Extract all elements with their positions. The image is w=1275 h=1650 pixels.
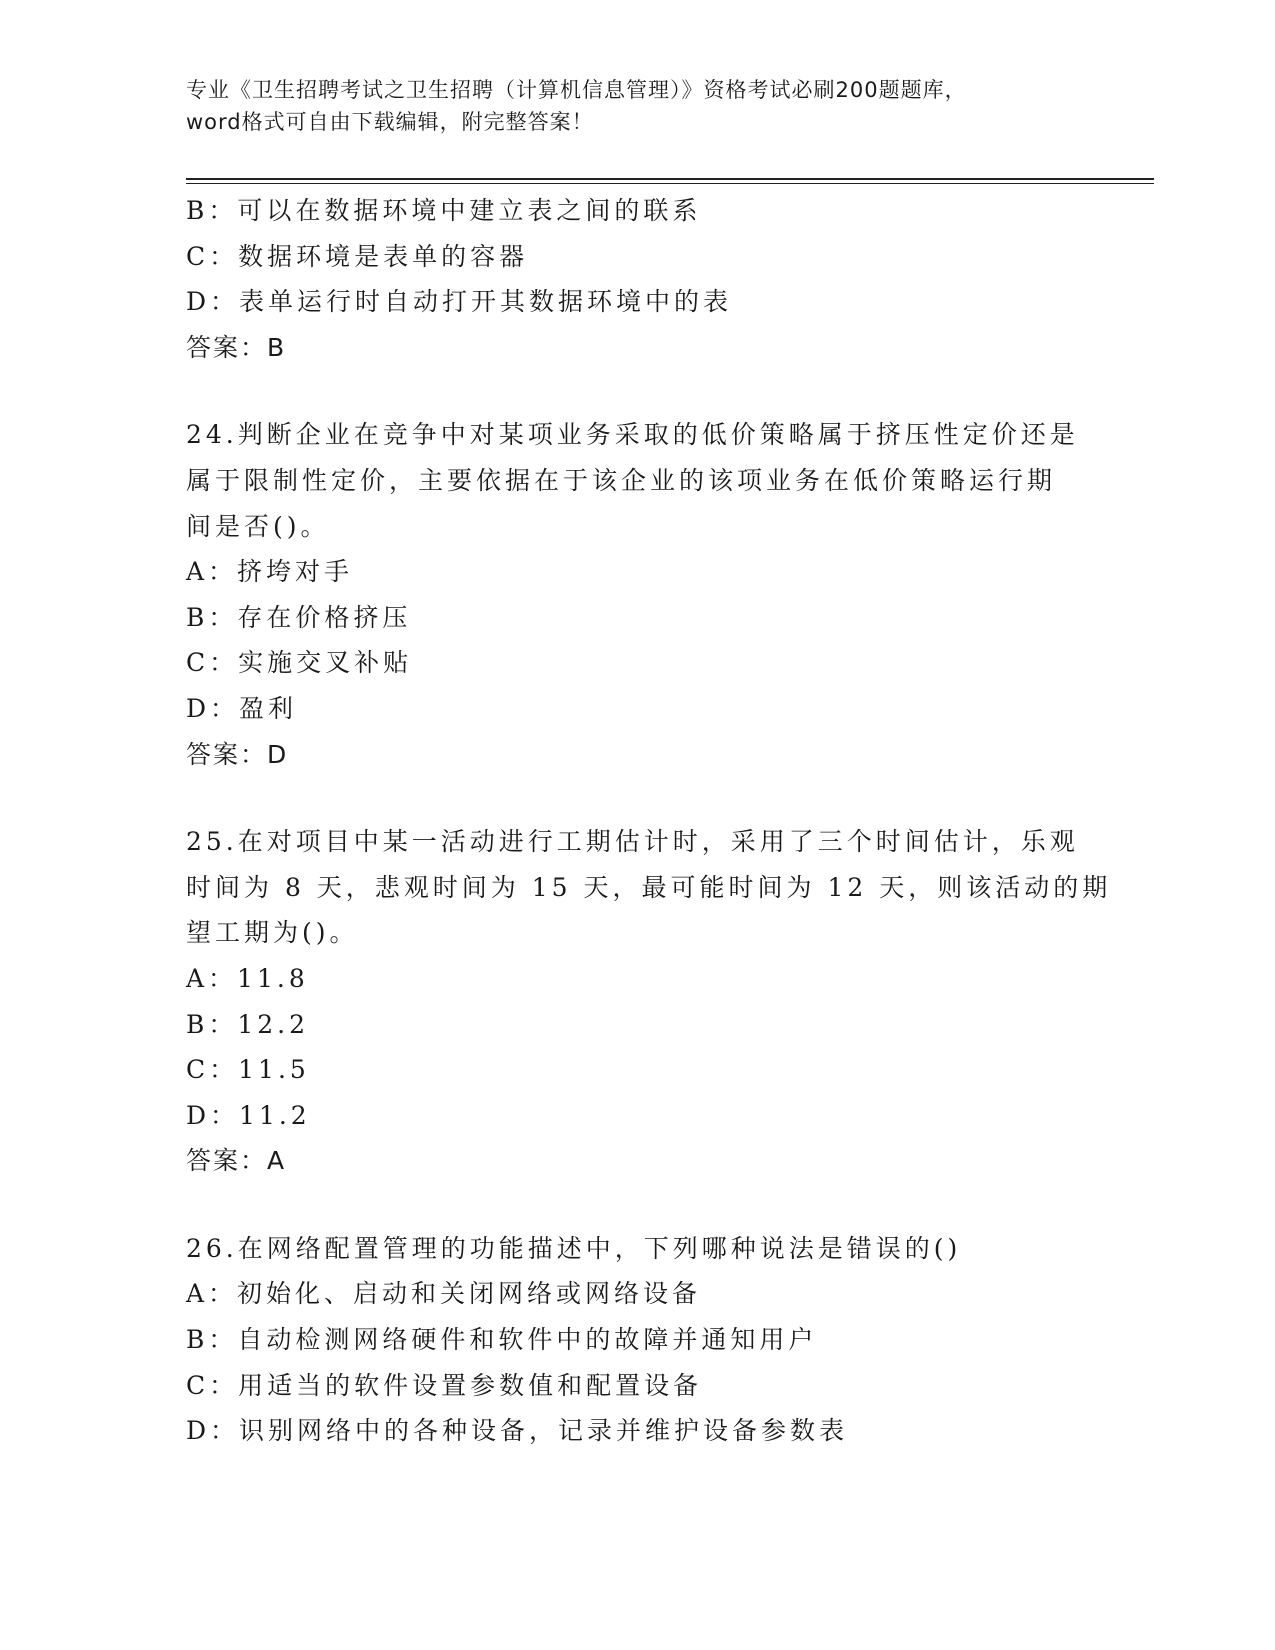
question-23-fragment [186,188,1086,370]
question-25-option-a: A：11.8 [186,963,309,993]
header-divider-thick [186,178,1154,180]
header-title-line-1: 专业《卫生招聘考试之卫生招聘（计算机信息管理）》资格考试必刷200题题库， [186,78,967,102]
question-26-option-d: D：识别网络中的各种设备，记录并维护设备参数表 [186,1416,849,1446]
question-26-option-a: A：初始化、启动和关闭网络或网络设备 [186,1279,702,1309]
question-25-stem-line-3: 望工期为()。 [186,918,359,948]
document-header [186,74,1086,138]
question-26-stem-line-1: 26.在网络配置管理的功能描述中，下列哪种说法是错误的() [186,1233,962,1263]
question-spacer [186,1184,1086,1226]
question-26-option-c: C：用适当的软件设置参数值和配置设备 [186,1370,703,1400]
question-25-answer: 答案：A [186,1146,287,1176]
question-spacer [186,370,1086,412]
question-25-stem-line-2: 时间为 8 天，悲观时间为 15 天，最可能时间为 12 天，则该活动的期 [186,872,1112,902]
question-25-stem-line-1: 25.在对项目中某一活动进行工期估计时，采用了三个时间估计，乐观 [186,827,1079,857]
question-24-option-c: C：实施交叉补贴 [186,648,413,678]
question-24 [186,412,1086,777]
question-23-option-d: D：表单运行时自动打开其数据环境中的表 [186,287,733,317]
header-divider-thin [186,183,1154,184]
question-26 [186,1226,1086,1454]
question-26-option-b: B：自动检测网络硬件和软件中的故障并通知用户 [186,1325,818,1355]
question-24-option-a: A：挤垮对手 [186,557,354,587]
question-24-stem-line-3: 间是否()。 [186,511,330,541]
question-list [186,188,1112,1454]
question-24-stem-line-2: 属于限制性定价，主要依据在于该企业的该项业务在低价策略运行期 [186,465,1057,495]
question-25-option-d: D：11.2 [186,1100,311,1130]
question-25 [186,819,1112,1184]
question-25-option-c: C：11.5 [186,1055,310,1085]
question-25-option-b: B：12.2 [186,1009,310,1039]
header-title-line-2: word格式可自由下载编辑，附完整答案！ [186,110,594,134]
question-23-option-b: B：可以在数据环境中建立表之间的联系 [186,196,702,225]
question-24-option-b: B：存在价格挤压 [186,602,412,632]
question-23-option-c: C：数据环境是表单的容器 [186,241,529,271]
question-24-option-d: D：盈利 [186,693,298,723]
question-spacer [186,777,1086,819]
question-23-answer: 答案：B [186,332,287,362]
question-24-stem-line-1: 24.判断企业在竞争中对某项业务采取的低价策略属于挤压性定价还是 [186,420,1079,450]
question-24-answer: 答案：D [186,739,289,769]
